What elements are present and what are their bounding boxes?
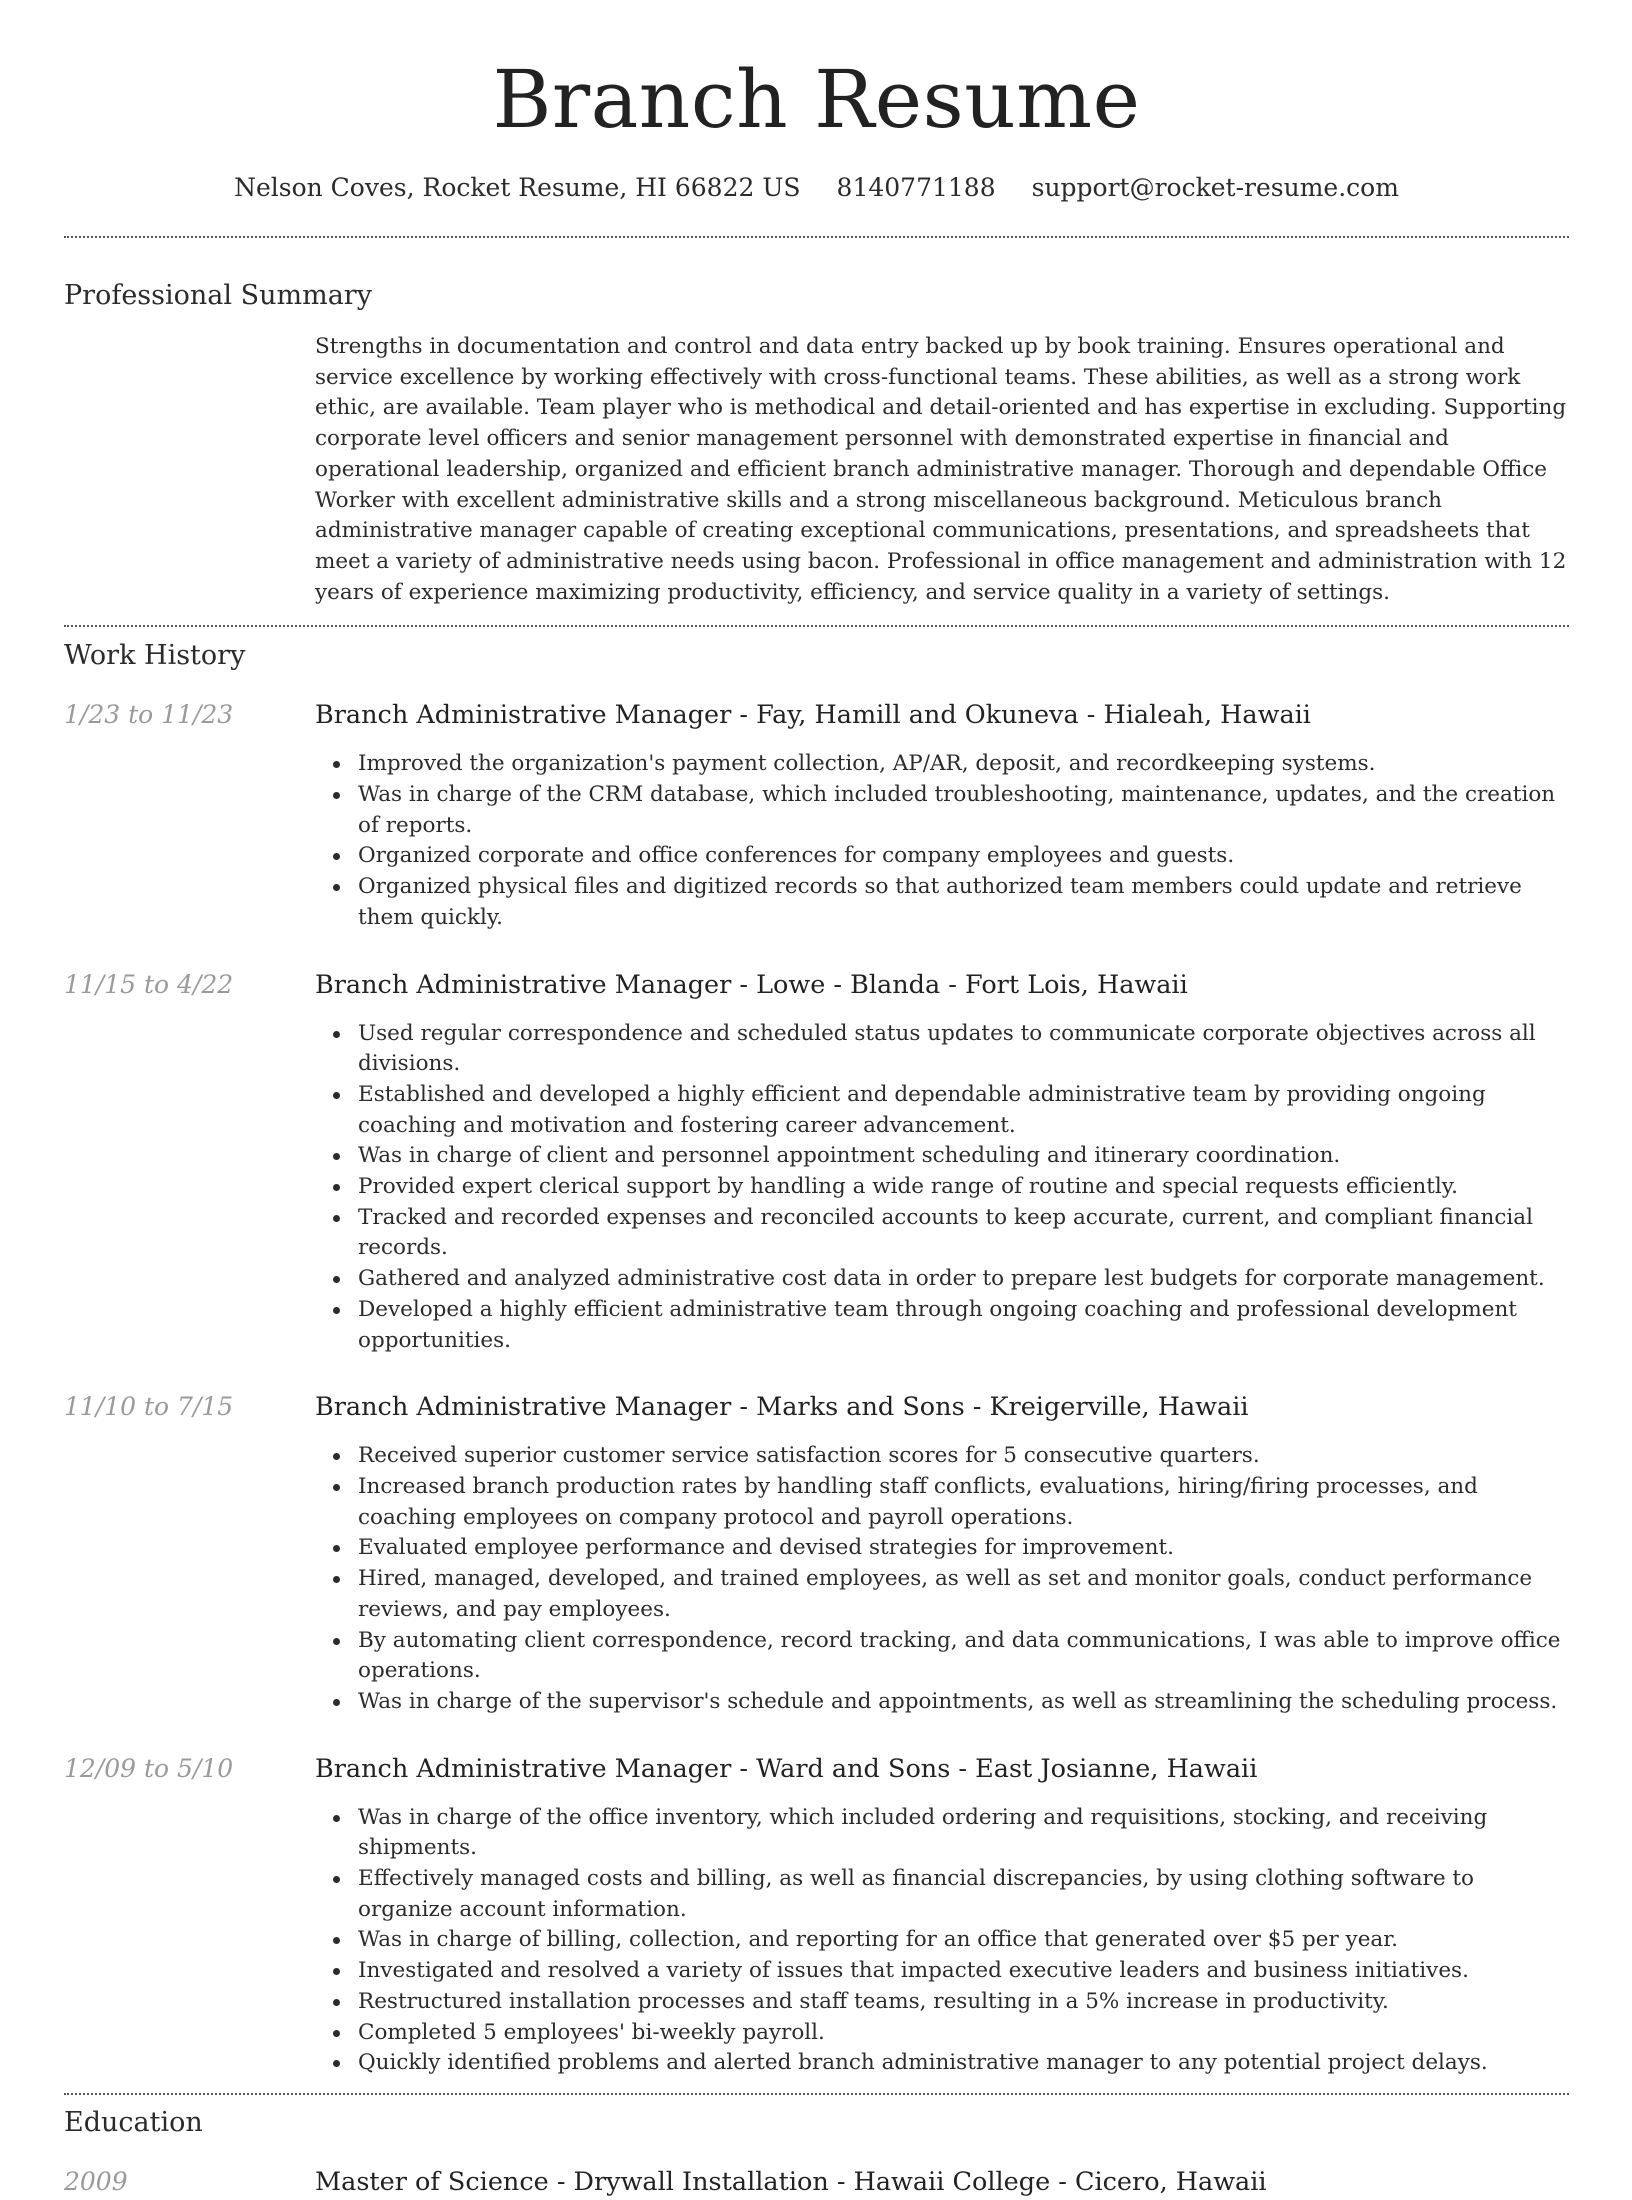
job-entry — [64, 1751, 1569, 2079]
job-date: 1/23 to 11/23 — [64, 700, 234, 730]
job-date: 11/10 to 7/15 — [64, 1392, 234, 1422]
job-bullet: Restructured installation processes and staff teams, resulting in a 5% increase in productivity. — [358, 1987, 1569, 2018]
education-body — [315, 2164, 1569, 2200]
job-bullet: Evaluated employee performance and devised strategies for improvement. — [358, 1533, 1569, 1564]
job-bullet: Was in charge of the supervisor's schedule and appointments, as well as streamlining the scheduling process. — [358, 1687, 1569, 1718]
summary-divider — [64, 625, 1569, 627]
contact-address: Nelson Coves, Rocket Resume, HI 66822 US — [234, 173, 801, 202]
job-bullet: Received superior customer service satisfaction scores for 5 consecutive quarters. — [358, 1441, 1569, 1472]
job-bullet: Hired, managed, developed, and trained employees, as well as set and monitor goals, conduct performance reviews, and pay employees. — [358, 1564, 1569, 1625]
summary-title: Professional Summary — [64, 280, 372, 311]
job-title: Branch Administrative Manager - Fay, Hamill and Okuneva - Hialeah, Hawaii — [315, 700, 1311, 731]
job-entry — [64, 1389, 1569, 1717]
job-bullet: Effectively managed costs and billing, as well as financial discrepancies, by using clothing software to organize account information. — [358, 1864, 1569, 1925]
job-entry — [64, 697, 1569, 933]
job-bullet: Provided expert clerical support by handling a wide range of routine and special requests efficiently. — [358, 1172, 1569, 1203]
job-bullet: Increased branch production rates by handling staff conflicts, evaluations, hiring/firing processes, and coaching employees on company protocol and payroll operations. — [358, 1472, 1569, 1533]
contact-phone: 8140771188 — [836, 173, 996, 202]
job-bullet: Used regular correspondence and scheduled status updates to communicate corporate objectives across all divisions. — [358, 1019, 1569, 1080]
education-title-line: Master of Science - Drywall Installation - Hawaii College - Cicero, Hawaii — [315, 2166, 1267, 2197]
job-bullet: Was in charge of the CRM database, which included troubleshooting, maintenance, updates, and the creation of reports. — [358, 780, 1569, 841]
job-body — [315, 967, 1569, 1357]
contact-line — [64, 170, 1569, 206]
job-bullet-list — [315, 749, 1569, 933]
job-body — [315, 1389, 1569, 1717]
job-bullet: Investigated and resolved a variety of issues that impacted executive leaders and business initiatives. — [358, 1956, 1569, 1987]
contact-email: support@rocket-resume.com — [1031, 173, 1399, 202]
job-title: Branch Administrative Manager - Lowe - Blanda - Fort Lois, Hawaii — [315, 969, 1188, 1000]
resume-page — [64, 0, 1569, 2200]
work-divider — [64, 2093, 1569, 2095]
education-title: Education — [64, 2106, 203, 2138]
job-bullet: Tracked and recorded expenses and reconciled accounts to keep accurate, current, and compliant financial records. — [358, 1203, 1569, 1264]
resume-name: Branch Resume — [492, 53, 1141, 146]
job-bullet: Organized corporate and office conferences for company employees and guests. — [358, 841, 1569, 872]
education-entry — [64, 2164, 1569, 2200]
job-bullet: Developed a highly efficient administrative team through ongoing coaching and professional development opportunities. — [358, 1295, 1569, 1356]
job-bullet: Established and developed a highly efficient and dependable administrative team by providing ongoing coaching and motivation and fostering career advancement. — [358, 1080, 1569, 1141]
work-history-section — [64, 638, 1569, 2079]
job-bullet: By automating client correspondence, record tracking, and data communications, I was able to improve office operations. — [358, 1626, 1569, 1687]
job-bullet: Was in charge of the office inventory, which included ordering and requisitions, stocking, and receiving shipments. — [358, 1803, 1569, 1864]
job-title: Branch Administrative Manager - Marks and Sons - Kreigerville, Hawaii — [315, 1392, 1249, 1423]
job-body — [315, 697, 1569, 933]
job-bullet: Was in charge of billing, collection, and reporting for an office that generated over $5 per year. — [358, 1925, 1569, 1956]
job-bullet-list — [315, 1019, 1569, 1357]
job-bullet: Organized physical files and digitized records so that authorized team members could update and retrieve them quickly. — [358, 872, 1569, 933]
education-date: 2009 — [64, 2166, 128, 2196]
summary-text: Strengths in documentation and control and data entry backed up by book training. Ensures operational and service excellence by working effectively with cross-functional teams. These abilities, as well as a strong work ethic, are available. Team player who is methodical and detail-oriented and has expertise in excluding. Supporting corporate level officers and senior management personnel with demonstrated expertise in financial and operational leadership, organized and efficient branch administrative manager. Thorough and dependable Office Worker with excellent administrative skills and a strong miscellaneous background. Meticulous branch administrative manager capable of creating exceptional communications, presentations, and spreadsheets that meet a variety of administrative needs using bacon. Professional in office management and administration with 12 years of experience maximizing productivity, efficiency, and service quality in a variety of settings. — [315, 334, 1567, 605]
job-bullet: Quickly identified problems and alerted branch administrative manager to any potential project delays. — [358, 2048, 1569, 2079]
job-bullet-list — [315, 1441, 1569, 1717]
job-entry — [64, 967, 1569, 1357]
job-bullet: Was in charge of client and personnel appointment scheduling and itinerary coordination. — [358, 1141, 1569, 1172]
job-body — [315, 1751, 1569, 2079]
education-section — [64, 2105, 1569, 2200]
job-title: Branch Administrative Manager - Ward and Sons - East Josianne, Hawaii — [315, 1753, 1258, 1784]
work-history-title: Work History — [64, 640, 246, 672]
job-bullet: Gathered and analyzed administrative cost data in order to prepare lest budgets for corporate management. — [358, 1264, 1569, 1295]
header-divider — [64, 236, 1569, 238]
job-date: 12/09 to 5/10 — [64, 1753, 234, 1783]
job-date: 11/15 to 4/22 — [64, 969, 234, 999]
job-bullet: Completed 5 employees' bi-weekly payroll. — [358, 2018, 1569, 2049]
job-bullet-list — [315, 1803, 1569, 2079]
summary-section — [64, 278, 1569, 608]
job-bullet: Improved the organization's payment collection, AP/AR, deposit, and recordkeeping systems. — [358, 749, 1569, 780]
